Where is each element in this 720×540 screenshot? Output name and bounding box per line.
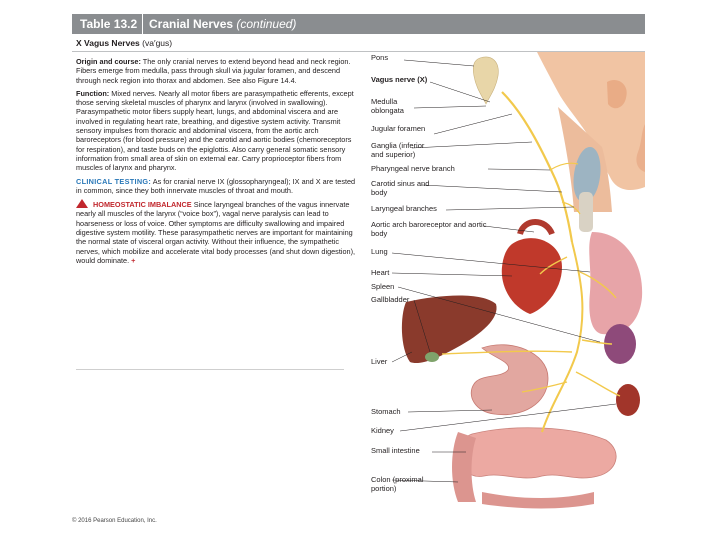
small-intestine xyxy=(458,428,616,478)
table-title xyxy=(149,17,296,31)
nerve-name: X Vagus Nerves xyxy=(76,38,140,48)
label-carotid: Carotid sinus and body xyxy=(371,179,430,197)
label-colon: Colon (proximal portion) xyxy=(371,475,424,493)
imbalance-paragraph xyxy=(76,199,360,265)
leader-jugular xyxy=(434,114,512,134)
label-jugular-foramen: Jugular foramen xyxy=(371,124,426,133)
origin-text: The only cranial nerves to extend beyond head and neck region. Fibers emerge from medulla, pass through skull via jugular foramen, and descend through neck region into thorax and abdomen. See also Figure 14.4. xyxy=(76,57,351,85)
clinical-text: As for cranial nerve IX (glossopharyngeal); IX and X are tested in common, since they both innervate muscles of throat and mouth. xyxy=(76,176,356,195)
label-pharyngeal-branch: Pharyngeal nerve branch xyxy=(371,164,455,173)
clinical-label: CLINICAL TESTING: xyxy=(76,176,152,186)
vagus-nerve-figure xyxy=(362,52,645,510)
label-gallbladder: Gallbladder xyxy=(371,295,410,304)
nerve-pronunciation: (va′gus) xyxy=(142,38,173,48)
description-column xyxy=(76,57,360,269)
gallbladder xyxy=(425,352,439,362)
origin-label: Origin and course: xyxy=(76,57,141,66)
brainstem xyxy=(473,57,498,104)
header-separator xyxy=(142,14,143,34)
label-small-intestine: Small intestine xyxy=(371,446,420,455)
label-ganglia: Ganglia (inferior and superior) xyxy=(371,141,425,159)
trachea xyxy=(579,192,593,232)
label-liver: Liver xyxy=(371,357,388,366)
table-title-text: Cranial Nerves xyxy=(149,17,234,31)
warning-triangle-icon xyxy=(76,199,88,208)
label-laryngeal: Laryngeal branches xyxy=(371,204,437,213)
aortic-arch xyxy=(520,222,552,234)
label-pons: Pons xyxy=(371,53,389,62)
label-aortic-arch: Aortic arch baroreceptor and aortic body xyxy=(371,220,487,238)
table-header xyxy=(72,14,645,34)
leader-stomach xyxy=(408,410,492,412)
table-continued: (continued) xyxy=(236,17,297,31)
function-label: Function: xyxy=(76,88,110,98)
function-paragraph xyxy=(76,89,360,173)
leader-carotid xyxy=(422,185,562,192)
label-medulla: Medulla oblongata xyxy=(371,97,404,115)
imbalance-text: Since laryngeal branches of the vagus innervate nearly all muscles of the larynx (“voice box”), vagal nerve paralysis can lead to hoarseness or loss of voice. Other symptoms are difficulty swallowing and impaired digestive system motility. These parasympathetic nerves are important for maintaining the normal state of visceral organ activity. Without their influence, the sympathetic nerves, which mobilize and accelerate vital body processes (and shut down digestion), would dominate. xyxy=(76,200,356,265)
lung xyxy=(589,232,642,334)
label-heart: Heart xyxy=(371,268,390,277)
stomach xyxy=(471,345,548,415)
origin-paragraph xyxy=(76,57,360,85)
label-vagus-nerve xyxy=(371,76,427,85)
label-lung: Lung xyxy=(371,247,388,256)
label-kidney: Kidney xyxy=(371,426,394,435)
imbalance-plus: + xyxy=(131,255,136,265)
imbalance-label: HOMEOSTATIC IMBALANCE xyxy=(93,200,192,210)
text-divider xyxy=(76,369,344,370)
kidney xyxy=(616,384,640,416)
label-vagus-nerve-text: Vagus nerve (X) xyxy=(371,75,428,84)
leader-heart xyxy=(392,273,512,276)
function-text: Mixed nerves. Nearly all motor fibers are parasympathetic efferents, except those serving skeletal muscles of pharynx and larynx (involved in swallowing). Parasympathetic motor fibers supply heart, lungs, and abdominal viscera and are involved in regulating heart rate, breathing, and digestive system activity. Transmit sensory impulses from thoracic and abdominal viscera, from the aortic arch baroreceptors (for blood pressure) and the carotid and aortic bodies (chemoreceptors for respiration), and taste buds on the epiglottis. Also carry general somatic sensory information from small area of skin on external ear. Carry proprioceptor fibers from muscles of larynx and pharynx. xyxy=(76,88,354,173)
leader-pons xyxy=(404,60,474,66)
table-number: Table 13.2 xyxy=(80,17,138,31)
colon-bottom xyxy=(482,492,594,509)
copyright: © 2016 Pearson Education, Inc. xyxy=(72,518,157,524)
anatomy-illustration xyxy=(362,52,645,510)
clinical-paragraph xyxy=(76,177,360,196)
label-spleen: Spleen xyxy=(371,282,395,291)
leader-laryngeal xyxy=(446,207,574,210)
leader-pharyngeal xyxy=(488,169,550,170)
label-stomach: Stomach xyxy=(371,407,401,416)
nerve-heading xyxy=(76,38,172,48)
vagus-branch-kidney xyxy=(576,372,620,396)
